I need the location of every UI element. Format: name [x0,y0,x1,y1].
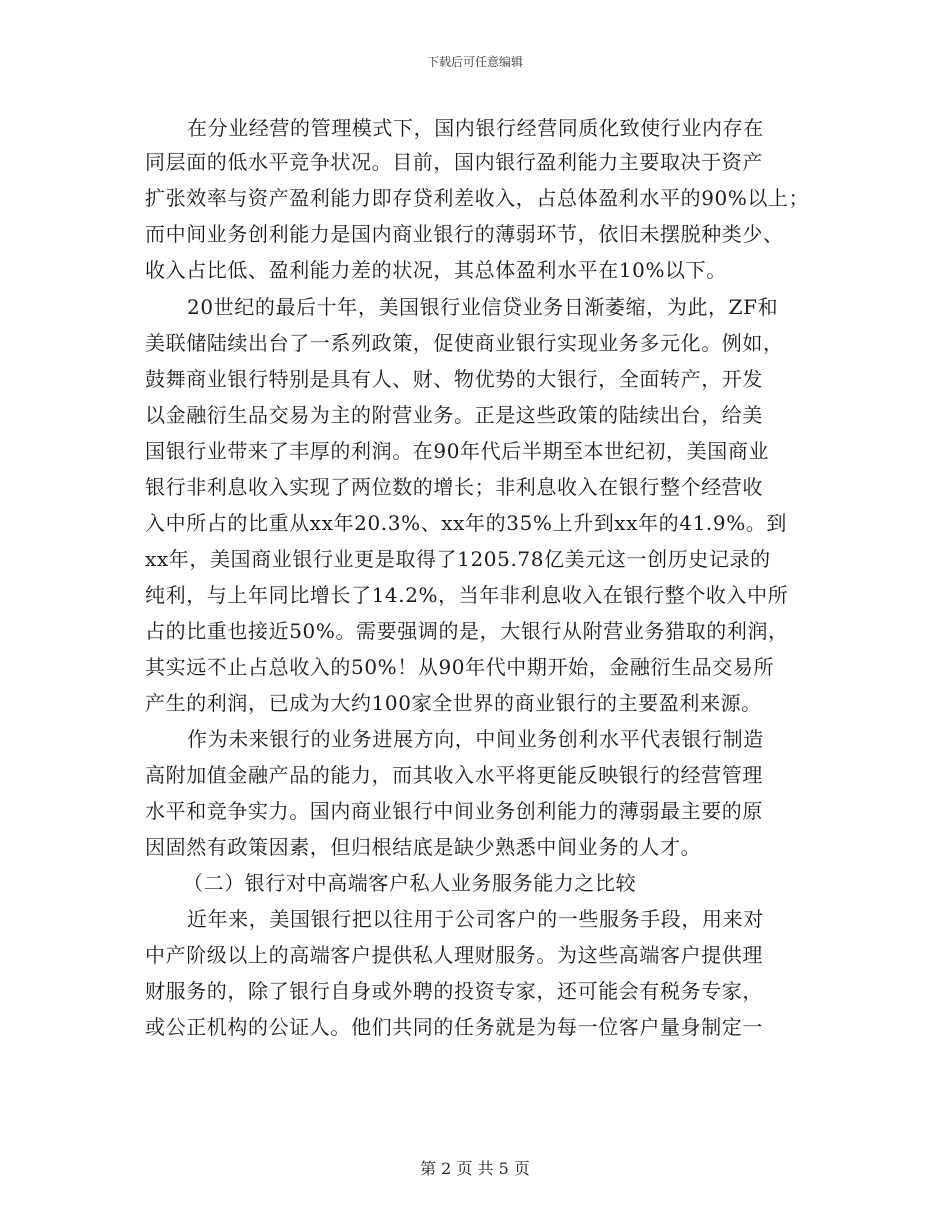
text-line: 水平和竞争实力。国内商业银行中间业务创利能力的薄弱最主要的原 [145,799,763,823]
text-line: 产生的利润，已成为大约100家全世界的商业银行的主要盈利来源。 [145,691,762,715]
text-line: 作为未来银行的业务进展方向，中间业务创利水平代表银行制造 [187,727,764,751]
text-line: 鼓舞商业银行特别是具有人、财、物优势的大银行，全面转产，开发 [145,367,763,391]
text-line: 或公正机构的公证人。他们共同的任务就是为每一位客户量身制定一 [145,1015,763,1039]
text-line: 银行非利息收入实现了两位数的增长；非利息收入在银行整个经营收 [145,475,763,499]
page-number: 第 2 页 共 5 页 [420,1159,530,1178]
text-line: 美联储陆续出台了一系列政策，促使商业银行实现业务多元化。例如， [145,331,784,355]
text-line: 收入占比低、盈利能力差的状况，其总体盈利水平在10%以下。 [145,258,727,282]
text-line: 高附加值金融产品的能力，而其收入水平将更能反映银行的经营管理 [145,763,763,787]
section-heading: （二）银行对中高端客户私人业务服务能力之比较 [183,871,637,895]
text-line: 近年来，美国银行把以往用于公司客户的一些服务手段，用来对 [187,907,764,931]
text-line: 以金融衍生品交易为主的附营业务。正是这些政策的陆续出台，给美 [145,403,763,427]
text-line: xx年，美国商业银行业更是取得了1205.78亿美元这一创历史记录的 [145,547,771,571]
text-line: 国银行业带来了丰厚的利润。在90年代后半期至本世纪初，美国商业 [145,439,770,463]
text-line: 20世纪的最后十年，美国银行业信贷业务日渐萎缩，为此，ZF和 [187,295,779,319]
text-line: 在分业经营的管理模式下，国内银行经营同质化致使行业内存在 [187,116,764,140]
text-line: 其实远不止占总收入的50%！从90年代中期开始，金融衍生品交易所 [145,655,775,679]
text-line: 纯利，与上年同比增长了14.2%，当年非利息收入在银行整个收入中所 [145,583,789,607]
text-line: 入中所占的比重从xx年20.3%、xx年的35%上升到xx年的41.9%。到 [145,511,787,535]
text-line: 因固然有政策因素，但归根结底是缺少熟悉中间业务的人才。 [145,835,702,859]
text-line: 扩张效率与资产盈利能力即存贷利差收入，占总体盈利水平的90%以上； [145,186,810,210]
page-header: 下载后可任意编辑 [426,55,523,69]
text-line: 中产阶级以上的高端客户提供私人理财服务。为这些高端客户提供理 [145,943,763,967]
text-line: 而中间业务创利能力是国内商业银行的薄弱环节，依旧未摆脱种类少、 [145,222,784,246]
text-line: 同层面的低水平竞争状况。目前，国内银行盈利能力主要取决于资产 [145,150,763,174]
text-line: 占的比重也接近50%。需要强调的是，大银行从附营业务猎取的利润， [145,619,789,643]
text-line: 财服务的，除了银行自身或外聘的投资专家，还可能会有税务专家， [145,979,763,1003]
